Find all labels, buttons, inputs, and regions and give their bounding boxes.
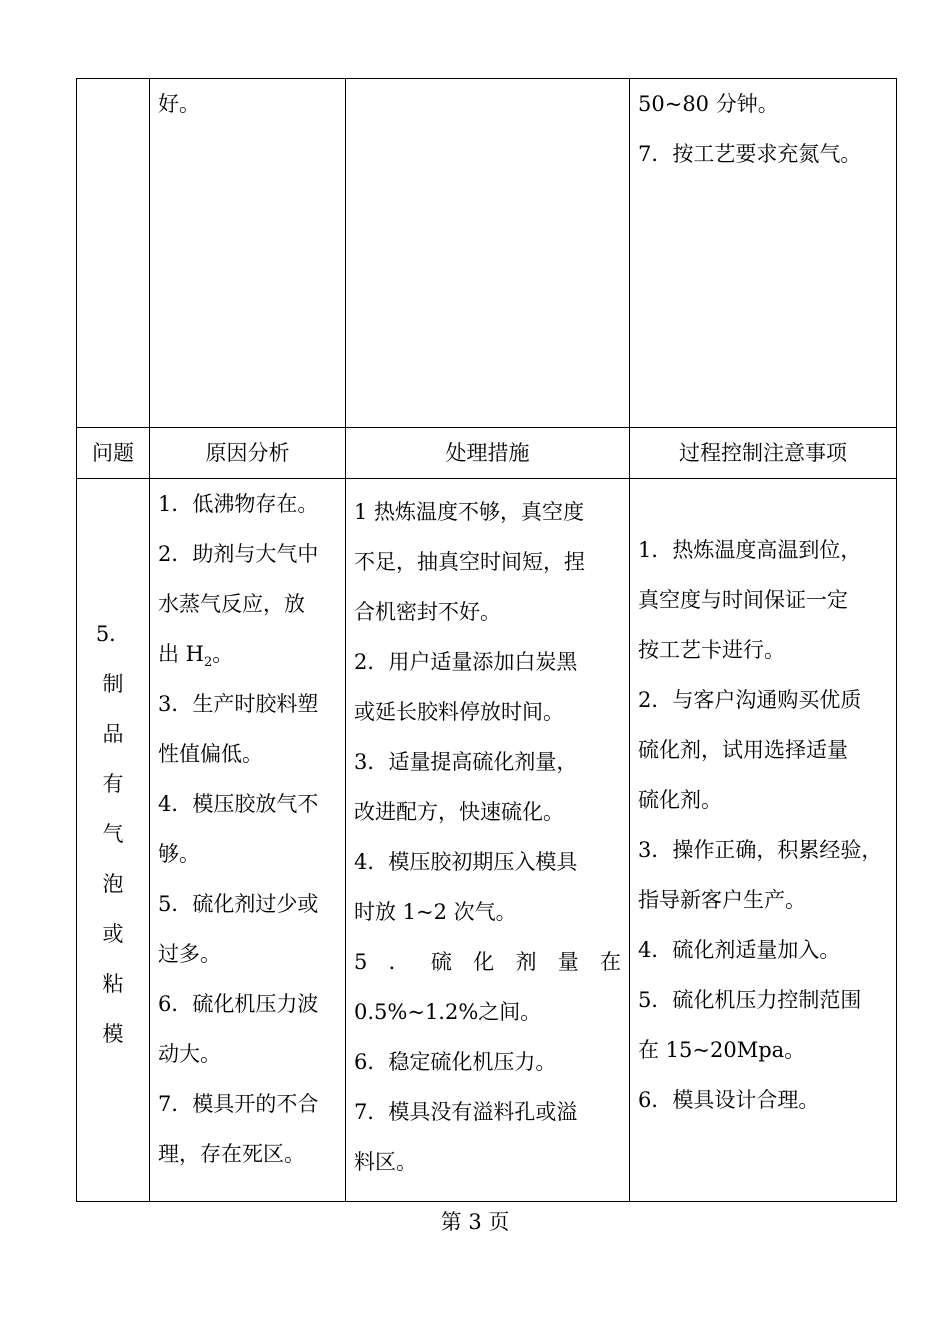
measure-cell-continued	[346, 79, 630, 428]
control-line: 在 15~20Mpa。	[638, 1038, 806, 1062]
measure-line: 2．用户适量添加白炭黑	[354, 650, 578, 674]
header-cause-analysis: 原因分析	[150, 428, 346, 479]
problem-char: 粘	[102, 972, 124, 996]
problem-char: 制	[102, 672, 124, 696]
cause-h2-text: 出 H	[158, 642, 204, 666]
measure-line: 5．硫化剂量在	[354, 950, 621, 974]
measure-line: 7．模具没有溢料孔或溢	[354, 1100, 578, 1124]
h2-suffix: 。	[212, 642, 234, 666]
cause-line: 性值偏低。	[158, 742, 263, 766]
control-line: 按工艺卡进行。	[638, 638, 785, 662]
cause-text: 好。	[158, 92, 200, 116]
problem-cell	[77, 479, 150, 1202]
problem-char: 品	[102, 722, 124, 746]
table-row	[77, 79, 897, 428]
cause-line: 动大。	[158, 1042, 221, 1066]
measure-line: 时放 1~2 次气。	[354, 900, 517, 924]
measure-line: 或延长胶料停放时间。	[354, 700, 564, 724]
measure-line: 0.5%~1.2%之间。	[354, 1000, 542, 1024]
cause-line: 3．生产时胶料塑	[158, 692, 319, 716]
cause-line: 1．低沸物存在。	[158, 492, 319, 516]
control-line: 50~80 分钟。	[638, 92, 779, 116]
control-line: 6．模具设计合理。	[638, 1088, 820, 1112]
cause-line: 理，存在死区。	[158, 1142, 305, 1166]
control-line: 硫化剂，试用选择适量	[638, 738, 848, 762]
control-line: 1．热炼温度高温到位，	[638, 538, 862, 562]
measure-line: 3．适量提高硫化剂量，	[354, 750, 578, 774]
header-process-control: 过程控制注意事项	[630, 428, 897, 479]
h2-subscript: 2	[204, 655, 213, 671]
document-table	[76, 78, 897, 1202]
problem-char: 或	[102, 922, 124, 946]
control-line: 7．按工艺要求充氮气。	[638, 142, 862, 166]
header-measures: 处理措施	[346, 428, 630, 479]
measure-line: 6．稳定硫化机压力。	[354, 1050, 557, 1074]
measure-line: 1 热炼温度不够，真空度	[354, 500, 585, 524]
problem-number: 5．	[95, 622, 131, 646]
problem-char: 气	[102, 822, 124, 846]
control-line: 硫化剂。	[638, 788, 722, 812]
measure-line: 改进配方，快速硫化。	[354, 800, 564, 824]
cause-line: 水蒸气反应，放	[158, 592, 305, 616]
cause-line: 2．助剂与大气中	[158, 542, 319, 566]
table-header-row	[77, 428, 897, 479]
measure-line: 4．模压胶初期压入模具	[354, 850, 578, 874]
cause-line: 6．硫化机压力波	[158, 992, 319, 1016]
cause-line-h2	[158, 629, 337, 679]
cause-line: 够。	[158, 842, 200, 866]
problem-char: 有	[102, 772, 124, 796]
control-line: 2．与客户沟通购买优质	[638, 688, 862, 712]
problem-char: 模	[102, 1022, 124, 1046]
cause-line: 过多。	[158, 942, 221, 966]
control-line: 5．硫化机压力控制范围	[638, 988, 862, 1012]
control-cell	[630, 479, 897, 1202]
control-line: 真空度与时间保证一定	[638, 588, 848, 612]
cause-cell-continued	[150, 79, 346, 428]
cause-line: 7．模具开的不合	[158, 1092, 319, 1116]
measure-line: 料区。	[354, 1150, 417, 1174]
control-line: 指导新客户生产。	[638, 888, 806, 912]
measure-cell	[346, 479, 630, 1202]
cause-line: 4．模压胶放气不	[158, 792, 319, 816]
header-problem: 问题	[77, 428, 150, 479]
control-cell-continued	[630, 79, 897, 428]
cause-cell	[150, 479, 346, 1202]
measure-line: 不足，抽真空时间短，捏	[354, 550, 585, 574]
problem-char: 泡	[102, 872, 124, 896]
page-number: 第 3 页	[440, 1210, 510, 1234]
control-line: 3．操作正确，积累经验，	[638, 838, 883, 862]
problem-cell-continued	[77, 79, 150, 428]
measure-line: 合机密封不好。	[354, 600, 501, 624]
control-line: 4．硫化剂适量加入。	[638, 938, 841, 962]
table-row	[77, 479, 897, 1202]
cause-line: 5．硫化剂过少或	[158, 892, 319, 916]
